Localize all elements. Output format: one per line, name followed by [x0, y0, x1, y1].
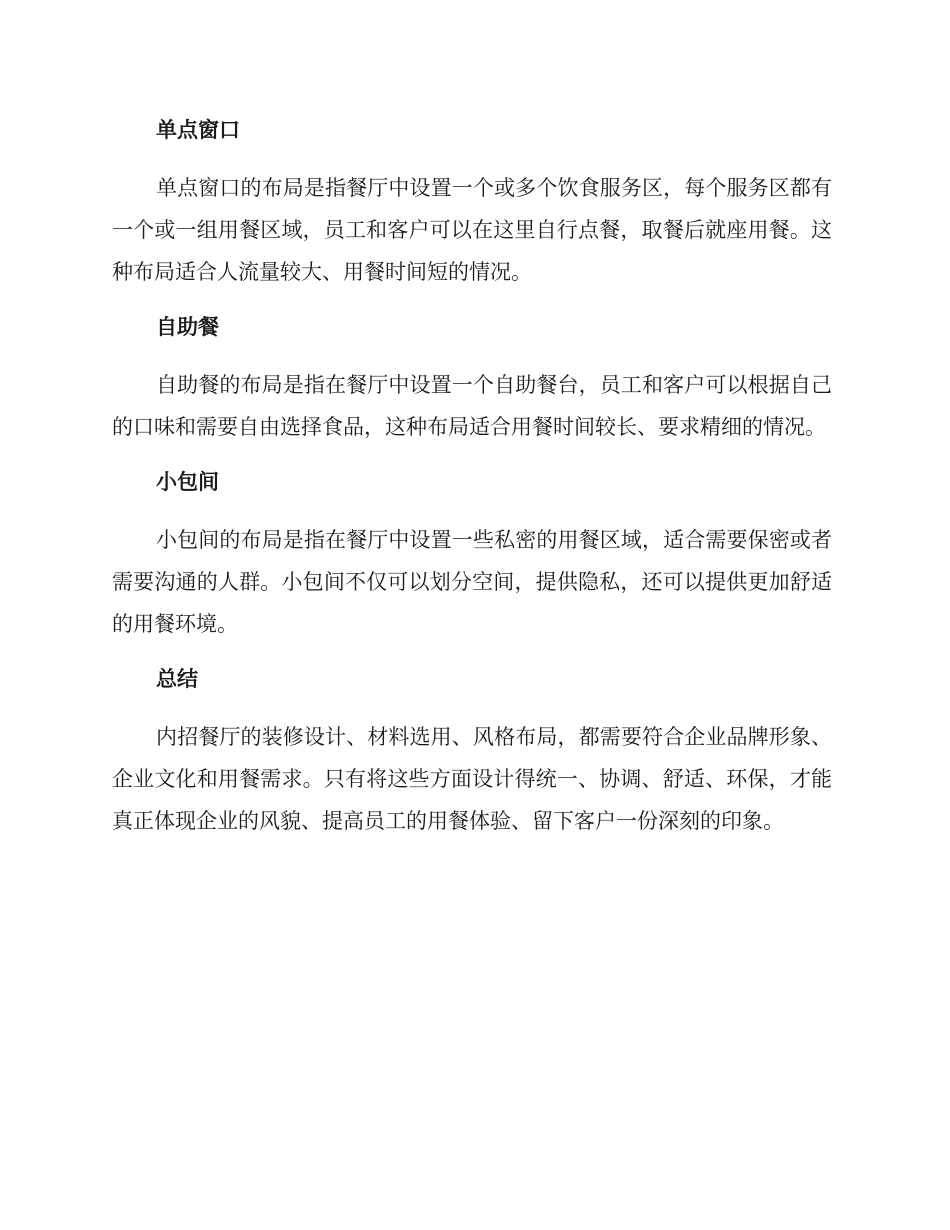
section-heading: 自助餐: [156, 315, 219, 339]
section-private-room: [112, 467, 832, 645]
section-heading: 总结: [156, 667, 198, 691]
section-paragraph: 内招餐厅的装修设计、材料选用、风格布局，都需要符合企业品牌形象、企业文化和用餐需求。只有将这些方面设计得统一、协调、舒适、环保，才能真正体现企业的风貌、提高员工的用餐体验、留下客户一份深刻的印象。: [112, 725, 832, 833]
section-summary: [112, 664, 832, 842]
section-paragraph: 自助餐的布局是指在餐厅中设置一个自助餐台，员工和客户可以根据自己的口味和需要自由选择食品，这种布局适合用餐时间较长、要求精细的情况。: [112, 373, 832, 439]
section-paragraph: 单点窗口的布局是指餐厅中设置一个或多个饮食服务区，每个服务区都有一个或一组用餐区域，员工和客户可以在这里自行点餐，取餐后就座用餐。这种布局适合人流量较大、用餐时间短的情况。: [112, 176, 832, 284]
document-page: [112, 112, 832, 842]
section-paragraph: 小包间的布局是指在餐厅中设置一些私密的用餐区域，适合需要保密或者需要沟通的人群。小包间不仅可以划分空间，提供隐私，还可以提供更加舒适的用餐环境。: [112, 528, 832, 636]
section-buffet: [112, 312, 832, 448]
section-single-window: [112, 115, 832, 293]
section-heading: 单点窗口: [156, 118, 240, 142]
section-heading: 小包间: [156, 470, 219, 494]
